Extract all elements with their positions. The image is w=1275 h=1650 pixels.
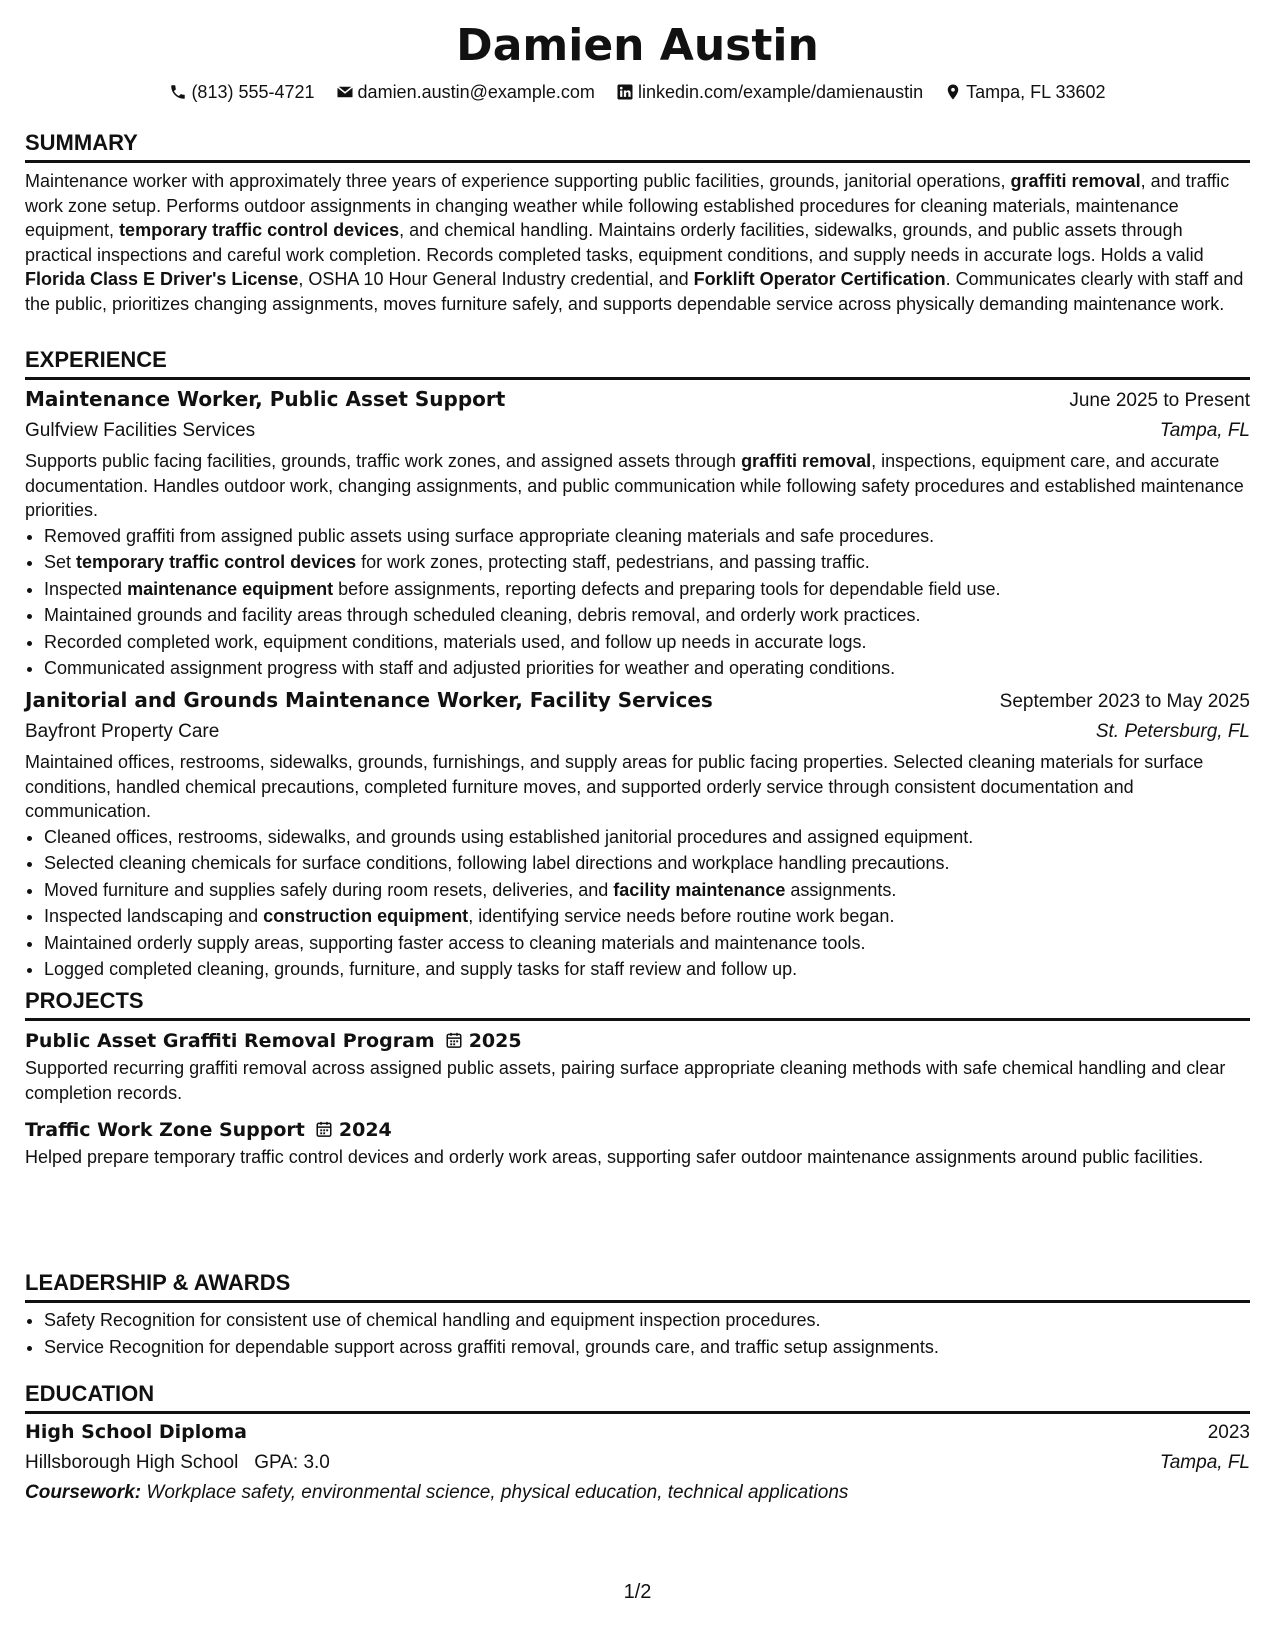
project-year: 2024 <box>338 1119 392 1141</box>
map-pin-icon <box>944 83 962 101</box>
job-bullets <box>25 523 1250 682</box>
job-bullets <box>25 824 1250 983</box>
contact-email[interactable] <box>336 80 595 104</box>
list-item: • Maintained orderly supply areas, supporting faster access to cleaning materials and maintenance tools. <box>44 930 1250 957</box>
job-company: Bayfront Property Care <box>25 721 220 742</box>
section-divider <box>25 1018 1250 1021</box>
list-item: • Inspected landscaping and construction equipment, identifying service needs before routine work began. <box>44 903 1250 930</box>
phone-text: (813) 555-4721 <box>191 82 315 102</box>
page-number: 1/2 <box>623 1581 652 1603</box>
job-location: St. Petersburg, FL <box>1095 721 1250 742</box>
list-item: • Service Recognition for dependable support across graffiti removal, grounds care, and traffic setup assignments. <box>44 1334 1250 1361</box>
list-item: • Cleaned offices, restrooms, sidewalks, and grounds using established janitorial procedures and assigned equipment. <box>44 824 1250 851</box>
project-description: Supported recurring graffiti removal across assigned public assets, pairing surface appropriate cleaning methods with safe chemical handling and clear completion records. <box>25 1058 1226 1103</box>
list-item: • Selected cleaning chemicals for surface conditions, following label directions and workplace handling precautions. <box>44 850 1250 877</box>
job-title: Maintenance Worker, Public Asset Support <box>25 387 506 411</box>
project-year: 2025 <box>468 1030 522 1052</box>
contact-linkedin[interactable] <box>616 80 923 104</box>
project-description: Helped prepare temporary traffic control devices and orderly work areas, supporting safer outdoor maintenance assignments around public facilities. <box>25 1147 1204 1167</box>
email-text: damien.austin@example.com <box>357 82 595 102</box>
list-item: • Inspected maintenance equipment before assignments, reporting defects and preparing tools for dependable field use. <box>44 576 1250 603</box>
job-entry-1 <box>25 384 1250 682</box>
job-entry-2 <box>25 685 1250 983</box>
section-divider <box>25 1411 1250 1414</box>
experience-section <box>25 347 1250 380</box>
list-item: • Removed graffiti from assigned public assets using surface appropriate cleaning materials and safe procedures. <box>44 523 1250 550</box>
job-company: Gulfview Facilities Services <box>25 420 256 441</box>
location-text: Tampa, FL 33602 <box>966 82 1106 102</box>
list-item: • Recorded completed work, equipment conditions, materials used, and follow up needs in accurate logs. <box>44 629 1250 656</box>
calendar-icon <box>445 1031 463 1049</box>
degree-title: High School Diploma <box>25 1421 247 1443</box>
list-item: • Maintained grounds and facility areas through scheduled cleaning, debris removal, and orderly work practices. <box>44 602 1250 629</box>
job-title: Janitorial and Grounds Maintenance Worker, Facility Services <box>25 688 713 712</box>
projects-section <box>25 988 1250 1170</box>
awards-list <box>25 1307 1250 1360</box>
coursework: Coursework: Workplace safety, environmental science, physical education, technical applications <box>25 1482 849 1503</box>
candidate-name: Damien Austin <box>456 20 819 71</box>
school-location: Tampa, FL <box>1159 1452 1250 1473</box>
school-name: Hillsborough High School <box>25 1452 239 1473</box>
job-description: Maintained offices, restrooms, sidewalks, grounds, furnishings, and supply areas for public facing properties. Selected cleaning materials for surface conditions, handled chemical precautions, completed furniture moves, and supported orderly service through consistent documentation and communication. <box>25 752 1204 821</box>
graduation-year: 2023 <box>1207 1422 1250 1443</box>
education-section <box>25 1381 1250 1508</box>
list-item: • Logged completed cleaning, grounds, furniture, and supply tasks for staff review and follow up. <box>44 956 1250 983</box>
job-dates: September 2023 to May 2025 <box>999 691 1250 712</box>
section-divider <box>25 377 1250 380</box>
list-item: • Safety Recognition for consistent use of chemical handling and equipment inspection procedures. <box>44 1307 1250 1334</box>
list-item: • Communicated assignment progress with staff and adjusted priorities for weather and operating conditions. <box>44 655 1250 682</box>
envelope-icon <box>336 83 354 101</box>
section-divider <box>25 160 1250 163</box>
summary-section <box>25 130 1250 316</box>
list-item: • Moved furniture and supplies safely during room resets, deliveries, and facility maintenance assignments. <box>44 877 1250 904</box>
contact-location <box>944 80 1105 104</box>
project-name: Public Asset Graffiti Removal Program <box>25 1030 435 1052</box>
summary-text: Maintenance worker with approximately three years of experience supporting public facilities, grounds, janitorial operations, graffiti removal, and traffic work zone setup. Performs outdoor assignments in changing weather while following established procedures for cleaning materials, maintenance equipment, temporary traffic control devices, and chemical handling. Maintains orderly facilities, sidewalks, grounds, and public assets through practical inspections and careful work completion. Records completed tasks, equipment conditions, and supply needs in accurate logs. Holds a valid Florida Class E Driver's License, OSHA 10 Hour General Industry credential, and Forklift Operator Certification. Communicates clearly with staff and the public, prioritizes changing assignments, moves furniture safely, and supports dependable service across physically demanding maintenance work. <box>25 171 1244 314</box>
section-title-experience: EXPERIENCE <box>25 347 167 372</box>
project-name: Traffic Work Zone Support <box>25 1119 305 1141</box>
job-dates: June 2025 to Present <box>1069 390 1250 411</box>
section-title-education: EDUCATION <box>25 1381 155 1406</box>
job-description: Supports public facing facilities, grounds, traffic work zones, and assigned assets through graffiti removal, inspections, equipment care, and accurate documentation. Handles outdoor work, changing assignments, and public communication while following safety procedures and established maintenance priorities. <box>25 451 1244 520</box>
leadership-section <box>25 1270 1250 1360</box>
project-entry-2 <box>25 1117 1250 1170</box>
linkedin-text: linkedin.com/example/damienaustin <box>637 82 924 102</box>
linkedin-icon <box>616 83 634 101</box>
job-location: Tampa, FL <box>1159 420 1250 441</box>
project-entry-1 <box>25 1028 1250 1105</box>
phone-icon <box>169 83 187 101</box>
calendar-icon <box>315 1120 333 1138</box>
section-title-summary: SUMMARY <box>25 130 138 155</box>
gpa: GPA: 3.0 <box>254 1452 330 1473</box>
section-title-projects: PROJECTS <box>25 988 144 1013</box>
list-item: • Set temporary traffic control devices for work zones, protecting staff, pedestrians, and passing traffic. <box>44 549 1250 576</box>
section-divider <box>25 1300 1250 1303</box>
contact-phone <box>169 80 314 104</box>
contact-bar <box>25 80 1250 104</box>
section-title-leadership: LEADERSHIP & AWARDS <box>25 1270 291 1295</box>
